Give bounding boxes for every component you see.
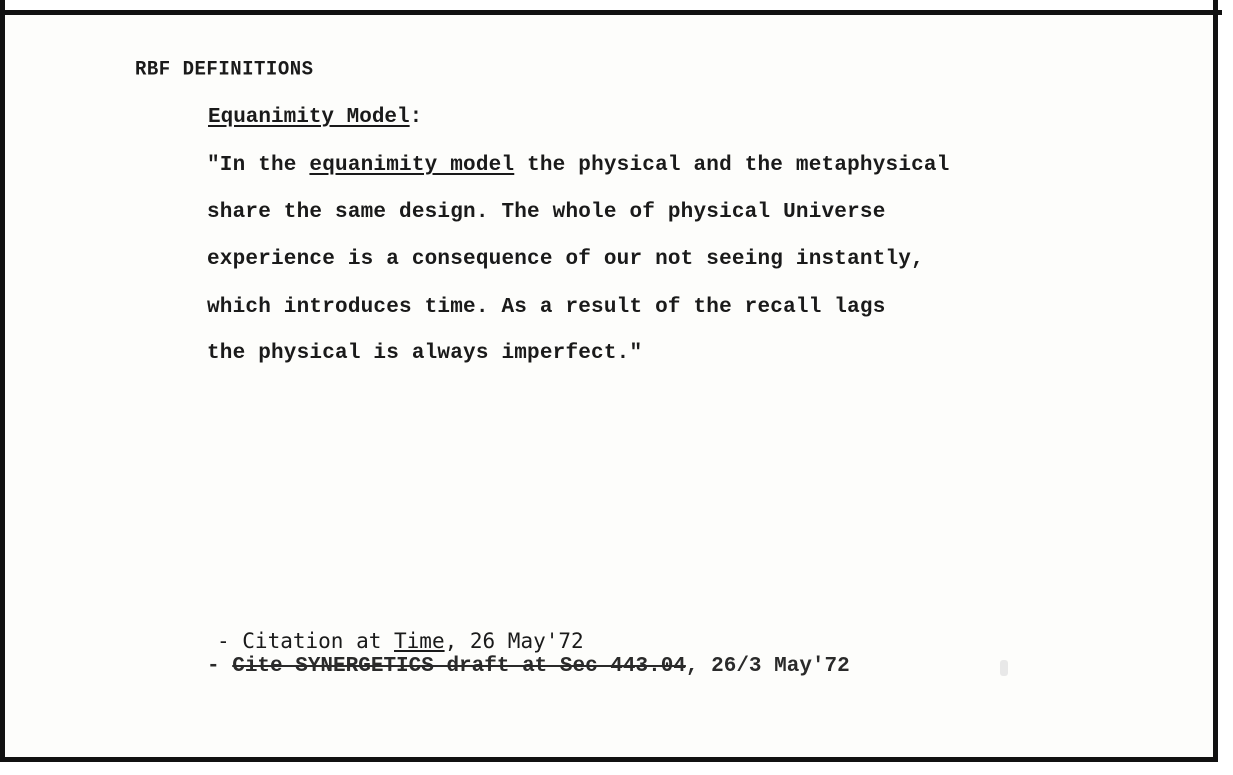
index-card [5, 15, 1213, 757]
quote-line-3: experience is a consequence of our not seeing instantly, [207, 248, 924, 271]
citation-prefix: - Citation at [217, 629, 395, 653]
cite-line-date: , 26/3 May'72 [685, 655, 850, 678]
paper-smudge [1000, 660, 1008, 676]
citation-source: Time [394, 629, 445, 653]
card-border-right [1213, 0, 1218, 762]
citation-date: , 26 May'72 [444, 629, 584, 653]
term-colon: : [409, 106, 423, 129]
quote-line-2: share the same design. The whole of physical Universe [207, 201, 886, 224]
quote-line-1-end: the physical and the metaphysical [514, 154, 950, 177]
cite-line-prefix: - [207, 655, 233, 678]
cite-line [207, 655, 850, 678]
quote-line-4: which introduces time. As a result of the recall lags [207, 296, 886, 319]
term-label: Equanimity Model [208, 106, 410, 129]
quote-line-1-start: "In the [207, 154, 310, 177]
quote-line-5: the physical is always imperfect." [207, 342, 643, 365]
quote-line-1 [207, 154, 950, 177]
cite-line-struck-text: Cite SYNERGETICS draft at Sec 443.04 [232, 655, 686, 678]
citation-line [217, 629, 584, 653]
term-title [208, 106, 422, 129]
quote-underlined-term: equanimity model [309, 154, 515, 177]
card-border-bottom [0, 757, 1218, 762]
card-heading: RBF DEFINITIONS [135, 57, 314, 81]
